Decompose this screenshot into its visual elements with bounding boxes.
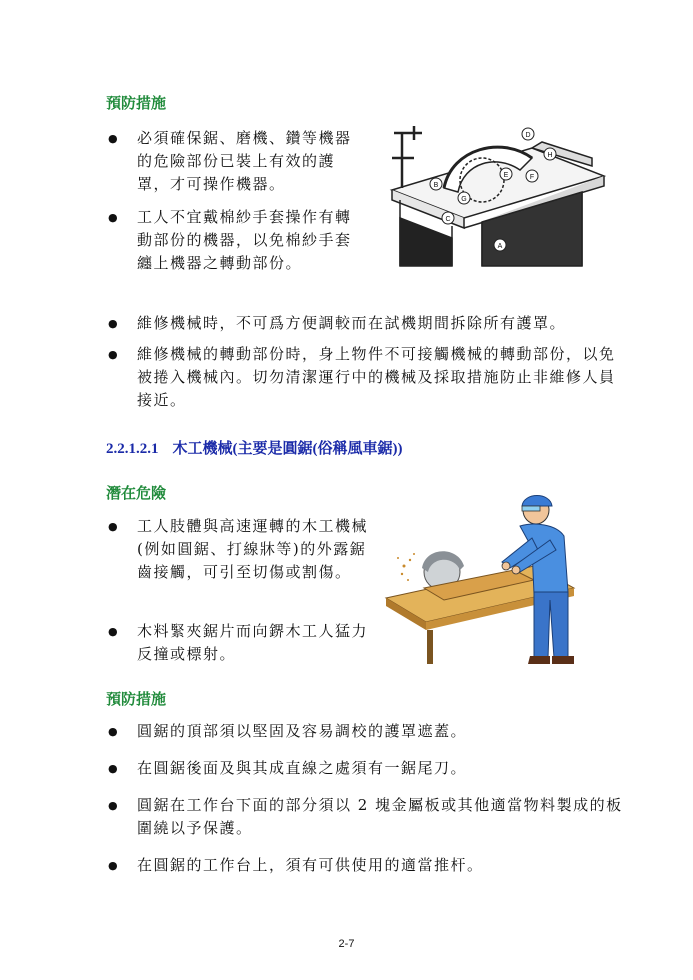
list-item: 工人不宜戴棉紗手套操作有轉動部份的機器，以免棉紗手套纏上機器之轉動部份。 (137, 208, 352, 272)
list-item: 維修機械時，不可爲方便調較而在試機期間拆除所有護罩。 (137, 314, 567, 332)
prevention-heading-2: 預防措施 (106, 690, 167, 708)
page-number: 2-7 (338, 938, 355, 950)
bullet-icon: ● (108, 211, 118, 224)
bullet-icon: ● (108, 859, 118, 872)
bullet-icon: ● (108, 799, 118, 812)
guarded-machine-illustration (382, 118, 606, 268)
list-item: 工人肢體與高速運轉的木工機械(例如圓鋸、打線牀等)的外露鋸齒接觸，可引至切傷或割傷。 (137, 517, 369, 581)
list-item: 圓鋸的頂部須以堅固及容易調校的護罩遮蓋。 (137, 722, 468, 740)
bullet-icon: ● (108, 132, 118, 145)
label-f: F (529, 174, 535, 181)
bullet-icon: ● (108, 317, 118, 330)
bullet-icon: ● (108, 348, 118, 361)
list-item: 圓鋸在工作台下面的部分須以 2 塊金屬板或其他適當物料製成的板圍繞以予保護。 (137, 796, 623, 837)
list-item: 維修機械的轉動部份時，身上物件不可接觸機械的轉動部份，以免被捲入機械內。切勿清潔運行中的機械及採取措施防止非維修人員接近。 (137, 345, 616, 409)
bullet-icon: ● (108, 762, 118, 775)
bullet-icon: ● (108, 520, 118, 533)
prevention-heading-1: 預防措施 (106, 94, 167, 112)
bullet-icon: ● (108, 725, 118, 738)
bullet-icon: ● (108, 625, 118, 638)
label-a: A (497, 243, 503, 250)
label-h: H (547, 152, 553, 159)
hazard-heading: 潛在危險 (106, 484, 167, 502)
list-item: 在圓鋸後面及與其成直線之處須有一鋸尾刀。 (137, 759, 468, 777)
label-b: B (433, 182, 439, 189)
list-item: 木料緊夾鋸片而向鎅木工人猛力反撞或標射。 (137, 622, 369, 663)
section-heading (106, 437, 402, 458)
label-c: C (445, 216, 451, 223)
label-d: D (525, 132, 531, 139)
list-item: 必須確保鋸、磨機、鑽等機器的危險部份已裝上有效的護罩，才可操作機器。 (137, 129, 352, 193)
label-e: E (503, 172, 509, 179)
section-number: 2.2.1.2.1 (106, 441, 159, 457)
circular-saw-worker-illustration (384, 488, 596, 666)
section-title: 木工機械(主要是圓鋸(俗稱風車鋸)) (172, 441, 403, 457)
list-item: 在圓鋸的工作台上，須有可供使用的適當推杆。 (137, 856, 484, 874)
label-g: G (461, 196, 467, 203)
